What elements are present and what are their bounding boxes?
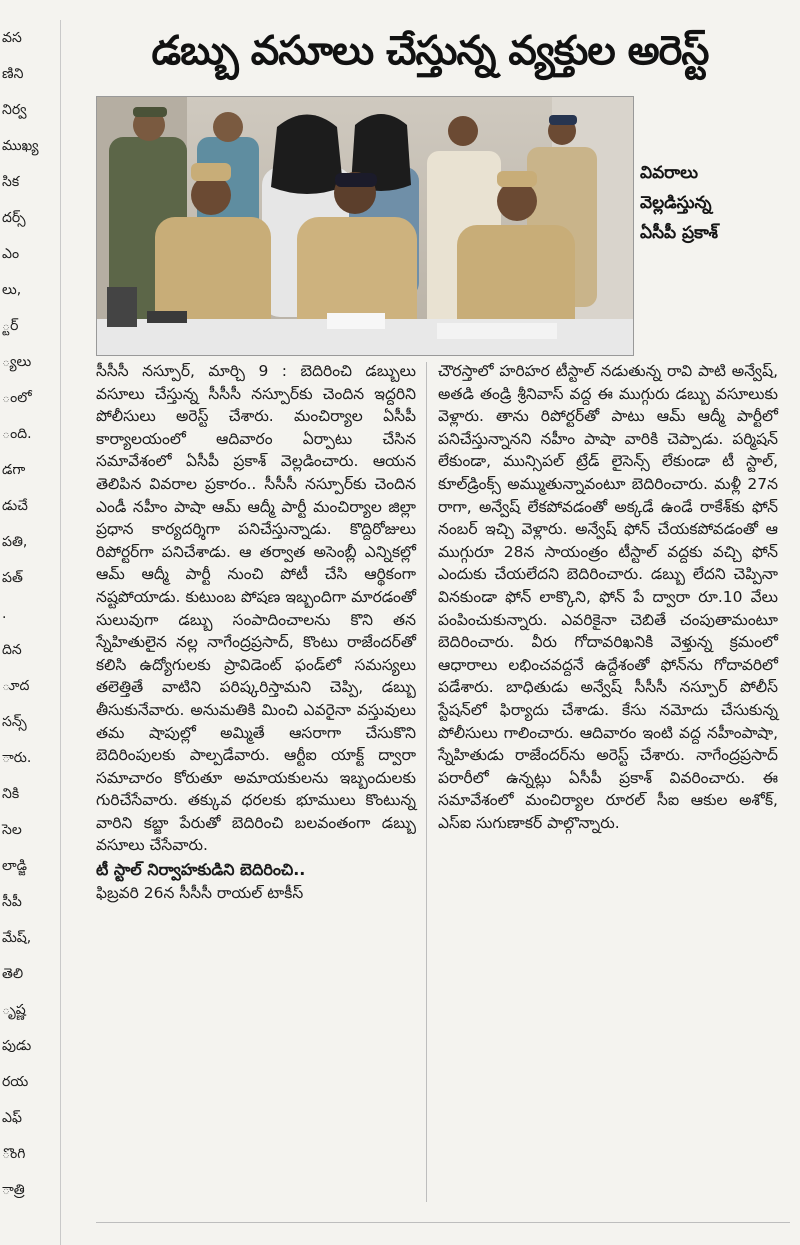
- adjacent-text-fragment: నికి: [2, 786, 20, 802]
- adjacent-text-fragment: సన్స్: [2, 714, 27, 730]
- adjacent-text-fragment: .: [2, 606, 7, 622]
- adjacent-text-fragment: సెల: [2, 822, 22, 838]
- adjacent-text-fragment: సీపీ: [2, 894, 22, 910]
- adjacent-text-fragment: లాడ్జి: [2, 858, 28, 874]
- article-paragraph: సీసీసీ నస్పూర్, మార్చి 9 : బెదిరించి డబ్బులు వసూలు చేస్తున్న సీసీసీ నస్పూర్‌కు చెందిన ఇద్దరిని పోలీసులు అరెస్ట్ చేశారు. మంచిర్యాల ఏసీపీ కార్యాలయంలో ఆదివారం ఏర్పాటు చేసిన సమావేశంలో ఏసీపీ ప్రకాశ్ వెల్లడించారు. ఆయన తెలిపిన వివరాల ప్రకారం.. సీసీసీ నస్పూర్‌కు చెందిన ఎండీ నహీం పాషా ఆమ్ ఆద్మీ పార్టీ మంచిర్యాల జిల్లా ప్రధాన కార్యదర్శిగా పనిచేస్తున్నాడు. కొద్దిరోజులు రిపోర్టర్‌గా పనిచేశాడు. ఆ తర్వాత అసెంబ్లీ ఎన్నికల్లో ఆమ్ ఆద్మీ పార్టీ నుంచి పోటీ చేసి ఆర్థికంగా నష్టపోయాడు. కుటుంబ పోషణ ఇబ్బందిగా మారడంతో సులువుగా డబ్బు సంపాదించాలను కొని తన స్నేహితులైన నల్ల నాగేంద్రప్రసాద్, కొంటు రాజేందర్‌తో కలిసి ఉద్యోగులకు ప్రావిడెంట్ ఫండ్‌లో సమస్యలు తలెత్తితే వాటిని పరిష్కరిస్తామని చెప్పి, డబ్బు తీసుకునేవారు. అనుమతికి మించి ఎవరైనా వస్తువులు తమ షాపుల్లో అమ్మితే ఆసరాగా చేసుకొని బెదిరింపులకు పాల్పడేవారు. ఆర్టీఐ యాక్ట్ ద్వారా సమాచారం కోరుతూ అమాయకులను ఇబ్బందులకు గురిచేసేవారు. తక్కువ ధరలకు భూములు కొంటున్న వారిని కబ్జా పేరుతో బెదిరించి బలవంతంగా డబ్బు వసూలు చేసేవారు.: [96, 362, 416, 855]
- adjacent-text-fragment: ూద: [2, 678, 30, 694]
- adjacent-text-fragment: ్యలు: [2, 354, 32, 370]
- press-meet-photo: [96, 96, 634, 356]
- adjacent-text-fragment: ొంగి: [2, 1146, 26, 1162]
- adjacent-text-fragment: డగా: [2, 462, 26, 478]
- adjacent-article-fragment: [0, 30, 48, 1245]
- adjacent-text-fragment: ణిని: [2, 66, 24, 82]
- adjacent-text-fragment: సిక: [2, 174, 20, 190]
- adjacent-text-fragment: డుచే: [2, 498, 28, 514]
- adjacent-text-fragment: ంది.: [2, 426, 32, 442]
- adjacent-text-fragment: ఎం: [2, 246, 20, 262]
- article-paragraph: చౌరస్తాలో హరిహర టీస్టాల్ నడుతున్న రావి పాటి అన్వేష్, అతడి తండ్రి శ్రీనివాస్ వద్ద ఈ ముగ్గురు డబ్బు వసూలుకు వెళ్లారు. తాను రిపోర్టర్‌తో పాటు ఆమ్ ఆద్మీ పార్టీలో పనిచేస్తున్నానని నహీం పాషా వారికి చెప్పాడు. పర్మిషన్ లేకుండా, మున్సిపల్ ట్రేడ్ లైసెన్స్ లేకుండా టీ స్టాల్, కూల్‌డ్రింక్స్ అమ్ముతున్నావంటూ బెదిరించారు. మళ్లీ 27న రాగా, అన్వేష్ లేకపోవడంతో అక్కడే ఉండే రాకేశ్‌కు ఫోన్ నంబర్ ఇచ్చి వెళ్లారు. అన్వేష్ ఫోన్ చేయకపోవడంతో ఆ ముగ్గురూ 28న సాయంత్రం టీస్టాల్ వద్దకు వచ్చి ఫోన్ ఎందుకు చేయలేదని బెదిరించారు. డబ్బు లేదని చెప్పినా వినకుండా ఫోన్ లాక్కొని, ఫోన్ పే ద్వారా రూ.10 వేలు పంపించుకున్నారు. ఎవరికైనా చెబితే చంపుతామంటూ బెదిరించారు. వీరు గోదావరిఖనికి వెళ్తున్న క్రమంలో ఆధారాలు లభించవద్దనే ఉద్దేశంతో ఫోన్‌ను గోదావరిలో పడేశారు. బాధితుడు అన్వేష్ సీసీసీ నస్పూర్ పోలీస్ స్టేషన్‌లో ఫిర్యాదు చేశాడు. కేసు నమోదు చేసుకున్న పోలీసులు గాలించారు. ఆదివారం ఇంటి వద్ద నహీంపాషా, స్నేహితుడు రాజేందర్‌ను అరెస్ట్ చేశారు. నాగేంద్రప్రసాద్ పరారీలో ఉన్నట్లు ఏసీపీ ప్రకాశ్ వివరించారు. ఈ సమావేశంలో మంచిర్యాల రూరల్ సీఐ ఆకుల అశోక్, ఎస్ఐ సుగుణాకర్ పాల్గొన్నారు.: [438, 362, 778, 832]
- adjacent-text-fragment: ంలో: [2, 390, 32, 406]
- article-column-left: [96, 360, 416, 904]
- photo-caption-line: ఏసీపీ ప్రకాశ్: [640, 223, 719, 243]
- adjacent-text-fragment: దర్స్: [2, 210, 26, 226]
- column-divider: [426, 362, 427, 1202]
- article-paragraph: ఫిబ్రవరి 26న సీసీసీ రాయల్ టాకీస్: [96, 883, 304, 902]
- column-divider: [60, 20, 61, 1245]
- adjacent-text-fragment: లు,: [2, 282, 22, 298]
- adjacent-text-fragment: తెలి: [2, 966, 24, 982]
- photo-caption-line: వివరాలు: [640, 163, 699, 183]
- photo-caption: [640, 158, 790, 248]
- headline: డబ్బు వసూలు చేస్తున్న వ్యక్తుల అరెస్ట్: [151, 28, 709, 74]
- article-subheading: టీ స్టాల్ నిర్వాహకుడిని బెదిరించి..: [96, 860, 306, 880]
- photo-caption-line: వెల్లడిస్తున్న: [640, 193, 712, 213]
- adjacent-text-fragment: ఎఫ్: [2, 1110, 22, 1126]
- adjacent-text-fragment: పతి,: [2, 534, 28, 550]
- adjacent-text-fragment: ృష్ణ: [2, 1002, 26, 1018]
- adjacent-text-fragment: రయ: [2, 1074, 29, 1090]
- article-column-right: [438, 360, 778, 834]
- adjacent-text-fragment: ముఖ్య: [2, 138, 39, 154]
- adjacent-text-fragment: ారు.: [2, 750, 32, 766]
- adjacent-text-fragment: ాత్రి: [2, 1182, 25, 1198]
- adjacent-text-fragment: నిర్వ: [2, 102, 27, 118]
- adjacent-text-fragment: పత్: [2, 570, 23, 586]
- adjacent-text-fragment: వస: [2, 30, 22, 46]
- adjacent-text-fragment: పుడు: [2, 1038, 32, 1054]
- adjacent-text-fragment: ్టర్: [2, 318, 19, 334]
- adjacent-text-fragment: మేష్,: [2, 930, 32, 946]
- adjacent-text-fragment: దిన: [2, 642, 22, 658]
- bottom-divider: [96, 1222, 790, 1223]
- press-meet-photo-illustration: [97, 97, 633, 355]
